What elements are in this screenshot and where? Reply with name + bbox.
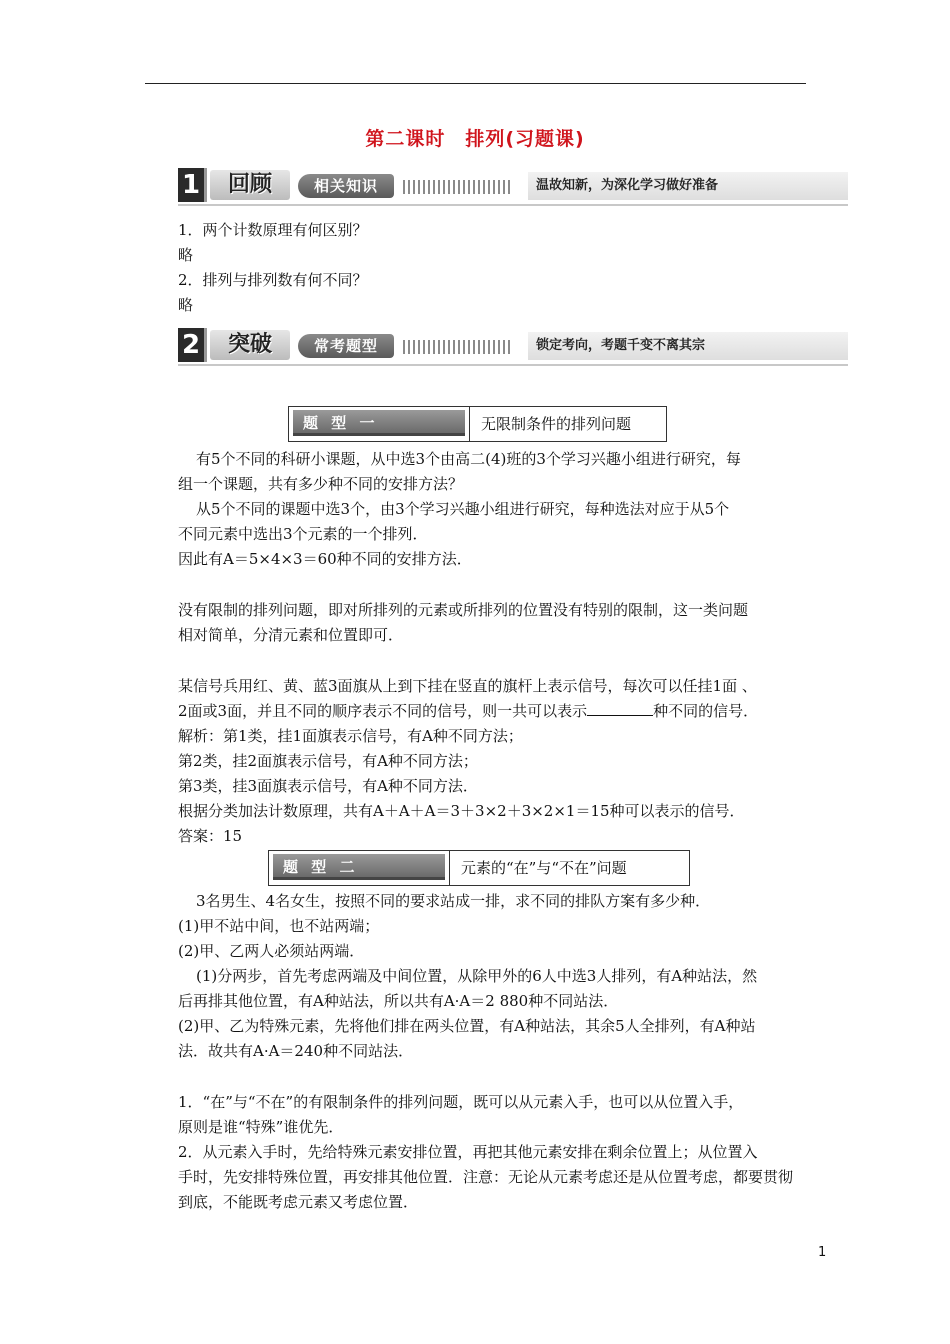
question-type-caption: 元素的“在”与“不在”问题 — [461, 859, 627, 877]
exercise-1-answer: 答案：15 — [178, 827, 243, 845]
banner-slogan: 锁定考向，考题千变不离其宗 — [528, 332, 848, 360]
review-question-1: 1．两个计数原理有何区别？ — [178, 221, 368, 239]
question-type-header-2 — [268, 850, 690, 886]
example-2-problem-line: (1)甲不站中间，也不站两端； — [178, 917, 380, 935]
answer-blank — [587, 699, 653, 716]
banner-main-label: 突破 — [210, 330, 290, 360]
exercise-1-line — [178, 699, 758, 723]
section-banner-review — [178, 166, 848, 206]
example-2-note-line: 原则是谁“特殊”谁优先． — [178, 1118, 344, 1136]
example-2-note-line: 2．从元素入手时，先给特殊元素安排位置，再把其他元素安排在剩余位置上；从位置入 — [178, 1143, 758, 1161]
page-title: 第二课时 排列(习题课) — [365, 128, 585, 150]
page-number: 1 — [818, 1245, 827, 1260]
question-type-header-1 — [288, 406, 667, 442]
exercise-1-analysis-line: 第2类，挂2面旗表示信号，有A种不同方法； — [178, 752, 478, 770]
question-type-tag: 题 型 二 — [273, 854, 445, 880]
exercise-1-line: 某信号兵用红、黄、蓝3面旗从上到下挂在竖直的旗杆上表示信号，每次可以任挂1面 、 — [178, 677, 757, 695]
header-rule — [145, 83, 806, 84]
question-type-caption: 无限制条件的排列问题 — [481, 415, 632, 433]
example-1-note-line: 没有限制的排列问题，即对所排列的元素或所排列的位置没有特别的限制，这一类问题 — [178, 601, 749, 619]
example-1-solution-line: 从5个不同的课题中选3个，由3个学习兴趣小组进行研究，每种选法对应于从5个 — [196, 500, 730, 518]
example-2-problem-line: (2)甲、乙两人必须站两端． — [178, 942, 365, 960]
banner-edge — [178, 364, 848, 366]
banner-edge — [178, 204, 848, 206]
example-1-problem-line: 组一个课题，共有多少种不同的安排方法？ — [178, 475, 464, 493]
example-2-note-line: 到底，不能既考虑元素又考虑位置． — [178, 1193, 419, 1211]
banner-slogan: 温故知新，为深化学习做好准备 — [528, 172, 848, 200]
banner-number: 1 — [178, 168, 207, 202]
example-2-solution-line: (1)分两步，首先考虑两端及中间位置，从除甲外的6人中选3人排列，有A种站法，然 — [196, 967, 758, 985]
tag-divider — [449, 851, 450, 885]
exercise-1-text: 2面或3面，并且不同的顺序表示不同的信号，则一共可以表示 — [178, 702, 588, 720]
question-type-tag: 题 型 一 — [293, 410, 465, 436]
example-1-solution-line: 不同元素中选出3个元素的一个排列． — [178, 525, 428, 543]
banner-stripes — [403, 180, 513, 194]
example-2-solution-line: (2)甲、乙为特殊元素，先将他们排在两头位置，有A种站法，其余5人全排列，有A种站 — [178, 1017, 756, 1035]
example-1-problem-line: 有5个不同的科研小课题，从中选3个由高二(4)班的3个学习兴趣小组进行研究，每 — [196, 450, 741, 468]
banner-main-label: 回顾 — [210, 170, 290, 200]
review-question-2: 2．排列与排列数有何不同？ — [178, 271, 368, 289]
exercise-1-text: 种不同的信号． — [653, 702, 759, 720]
tag-divider — [469, 407, 470, 441]
exercise-1-analysis-line: 第3类，挂3面旗表示信号，有A种不同方法． — [178, 777, 478, 795]
example-2-solution-line: 法．故共有A·A＝240种不同站法． — [178, 1042, 414, 1060]
example-1-solution-line: 因此有A＝5×4×3＝60种不同的安排方法． — [178, 550, 472, 568]
review-answer-2: 略 — [178, 296, 194, 314]
section-banner-breakthrough — [178, 326, 848, 366]
example-1-note-line: 相对简单，分清元素和位置即可． — [178, 626, 404, 644]
example-2-problem-line: 3名男生、4名女生，按照不同的要求站成一排，求不同的排队方案有多少种． — [196, 892, 711, 910]
banner-number: 2 — [178, 328, 207, 362]
example-2-note-line: 1．“在”与“不在”的有限制条件的排列问题，既可以从元素入手，也可以从位置入手， — [178, 1093, 744, 1111]
exercise-1-analysis-line: 解析：第1类，挂1面旗表示信号，有A种不同方法； — [178, 727, 523, 745]
review-answer-1: 略 — [178, 246, 194, 264]
banner-sub-label: 相关知识 — [298, 174, 394, 198]
example-2-note-line: 手时，先安排特殊位置，再安排其他位置．注意：无论从元素考虑还是从位置考虑，都要贯彻 — [178, 1168, 794, 1186]
example-2-solution-line: 后再排其他位置，有A种站法，所以共有A·A＝2 880种不同站法． — [178, 992, 619, 1010]
exercise-1-analysis-line: 根据分类加法计数原理，共有A＋A＋A＝3＋3×2＋3×2×1＝15种可以表示的信号． — [178, 802, 745, 820]
banner-sub-label: 常考题型 — [298, 334, 394, 358]
banner-stripes — [403, 340, 513, 354]
